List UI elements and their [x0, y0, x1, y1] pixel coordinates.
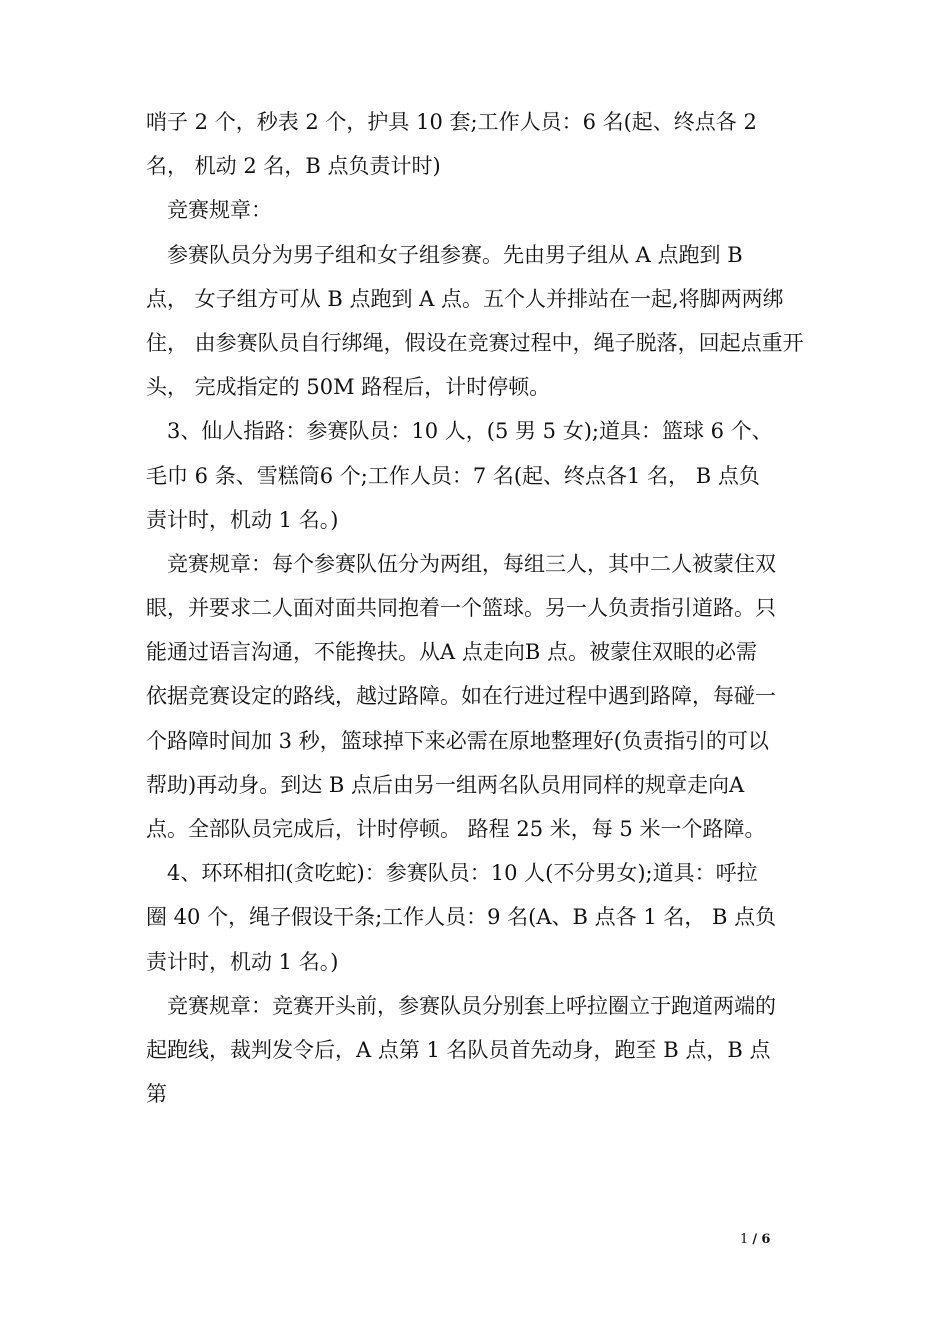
- text-line: 4、环环相扣(贪吃蛇)：参赛队员：10 人(不分男女);道具：呼拉: [167, 861, 758, 886]
- text-line: 依据竞赛设定的路线，越过路障。如在行进过程中遇到路障，每碰一: [146, 684, 776, 709]
- text-line: 第: [146, 1082, 167, 1107]
- page-separator: /: [752, 1232, 758, 1247]
- document-body: [146, 100, 818, 1116]
- text-line: 住， 由参赛队员自行绑绳，假设在竞赛过程中，绳子脱落，回起点重开: [146, 330, 804, 355]
- text-line: 点， 女子组方可从 B 点跑到 A 点。五个人并排站在一起,将脚两两绑: [146, 286, 784, 311]
- text-line: 眼，并要求二人面对面共同抱着一个篮球。另一人负责指引道路。只: [146, 596, 776, 621]
- text-line: 能通过语言沟通，不能搀扶。从A 点走向B 点。被蒙住双眼的必需: [146, 640, 757, 665]
- text-line: 名， 机动 2 名，B 点负责计时): [146, 154, 441, 179]
- text-line: 点。全部队员完成后，计时停顿。 路程 25 米，每 5 米一个路障。: [146, 817, 766, 841]
- text-line: 哨子 2 个，秒表 2 个，护具 10 套;工作人员：6 名(起、终点各 2: [146, 110, 757, 134]
- text-line: 竞赛规章：: [167, 198, 272, 223]
- page-number: [740, 1232, 770, 1247]
- text-line: 3、仙人指路：参赛队员：10 人，(5 男 5 女);道具：篮球 6 个、: [167, 419, 773, 444]
- total-page-count: 6: [761, 1232, 771, 1247]
- text-line: 参赛队员分为男子组和女子组参赛。先由男子组从 A 点跑到 B: [167, 242, 743, 267]
- current-page-number: 1: [740, 1232, 749, 1247]
- text-line: 毛巾 6 条、雪糕筒6 个;工作人员：7 名(起、终点各1 名， B 点负: [146, 463, 760, 488]
- text-line: 个路障时间加 3 秒，篮球掉下来必需在原地整理好(负责指引的可以: [146, 728, 769, 753]
- text-line: 圈 40 个，绳子假设干条;工作人员：9 名(A、B 点各 1 名， B 点负: [146, 905, 777, 930]
- text-line: 竞赛规章：每个参赛队伍分为两组，每组三人，其中二人被蒙住双: [167, 551, 776, 576]
- text-line: 责计时，机动 1 名。): [146, 949, 339, 974]
- text-line: 起跑线，裁判发令后，A 点第 1 名队员首先动身，跑至 B 点，B 点: [146, 1037, 771, 1062]
- text-line: 帮助)再动身。到达 B 点后由另一组两名队员用同样的规章走向A: [146, 772, 745, 797]
- text-line: 竞赛规章：竞赛开头前，参赛队员分别套上呼拉圈立于跑道两端的: [167, 993, 776, 1018]
- text-line: 头， 完成指定的 50M 路程后，计时停顿。: [146, 375, 551, 400]
- text-line: 责计时，机动 1 名。): [146, 507, 339, 532]
